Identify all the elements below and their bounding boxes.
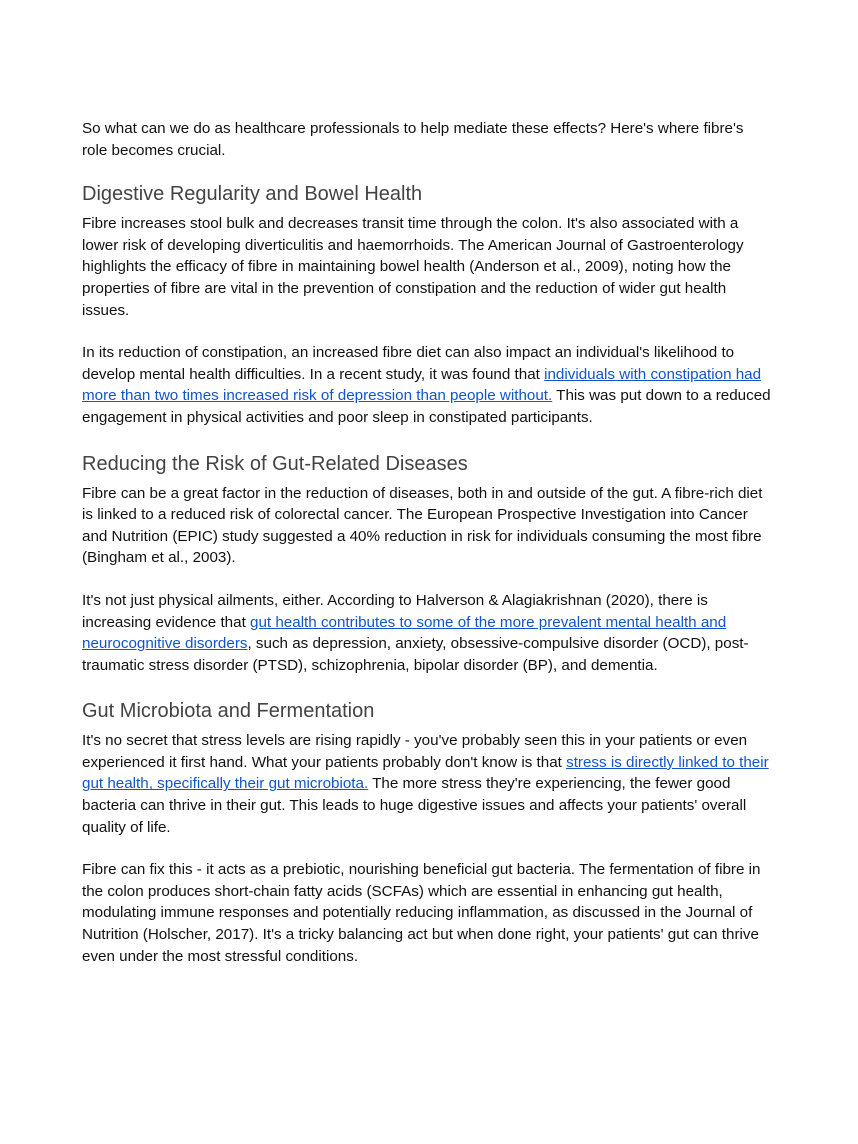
heading-gut-related-diseases: Reducing the Risk of Gut-Related Diseases <box>82 452 468 475</box>
paragraph-text: It's no secret that stress levels are rising rapidly - you've probably seen this in your patients or even experienced it first hand. What your patients probably don't know is that <box>82 732 748 771</box>
paragraph-text: It's not just physical ailments, either. According to Halverson & Alagiakrishnan (2020), there is increasing evidence that <box>82 591 708 631</box>
intro-paragraph: So what can we do as healthcare professionals to help mediate these effects? Here's where fibre's role becomes crucial. <box>82 120 744 159</box>
heading-gut-microbiota: Gut Microbiota and Fermentation <box>82 700 375 723</box>
paragraph-constipation-depression <box>82 342 772 428</box>
link-constipation-depression-study[interactable]: individuals with constipation had more than two times increased risk of depression than people without. <box>82 365 762 405</box>
paragraph-text: In its reduction of constipation, an increased fibre diet can also impact an individual's likelihood to develop mental health difficulties. In a recent study, it was found that <box>82 344 735 383</box>
link-stress-gut-microbiota[interactable]: stress is directly linked to their gut health, specifically their gut microbiota. <box>82 753 769 793</box>
paragraph-prebiotic-fermentation: Fibre can fix this - it acts as a prebiotic, nourishing beneficial gut bacteria. The fermentation of fibre in the colon produces short-chain fatty acids (SCFAs) which are essential in enhancing gut health, modulating immune responses and potentially reducing inflammation, as discussed in the Journal of Nutrition (Holscher, 2017). It's a tricky balancing act but when done right, your patients' gut can thrive even under the most stressful conditions. <box>82 861 761 965</box>
heading-digestive-regularity: Digestive Regularity and Bowel Health <box>82 183 423 206</box>
paragraph-bowel-health: Fibre increases stool bulk and decreases transit time through the colon. It's also associated with a lower risk of developing diverticulitis and haemorrhoids. The American Journal of Gastroenterology highlights the efficacy of fibre in maintaining bowel health (Anderson et al., 2009), noting how the properties of fibre are vital in the prevention of constipation and the reduction of wider gut health issues. <box>82 215 744 319</box>
paragraph-text: , such as depression, anxiety, obsessive-compulsive disorder (OCD), post-traumatic stress disorder (PTSD), schizophrenia, bipolar disorder (BP), and dementia. <box>82 635 749 674</box>
link-gut-health-mental-disorders[interactable]: gut health contributes to some of the more prevalent mental health and neurocognitive disorders <box>82 613 727 653</box>
paragraph-stress-microbiota <box>82 730 772 838</box>
document-page <box>82 118 772 967</box>
paragraph-text: This was put down to a reduced engagement in physical activities and poor sleep in constipated participants. <box>82 387 771 426</box>
paragraph-colorectal-cancer: Fibre can be a great factor in the reduction of diseases, both in and outside of the gut. A fibre-rich diet is linked to a reduced risk of colorectal cancer. The European Prospective Investigation into Cancer and Nutrition (EPIC) study suggested a 40% reduction in risk for individuals consuming the most fibre (Bingham et al., 2003). <box>82 484 763 567</box>
paragraph-text: The more stress they're experiencing, the fewer good bacteria can thrive in their gut. This leads to huge digestive issues and affects your patients' overall quality of life. <box>82 775 747 836</box>
paragraph-mental-health <box>82 590 772 676</box>
